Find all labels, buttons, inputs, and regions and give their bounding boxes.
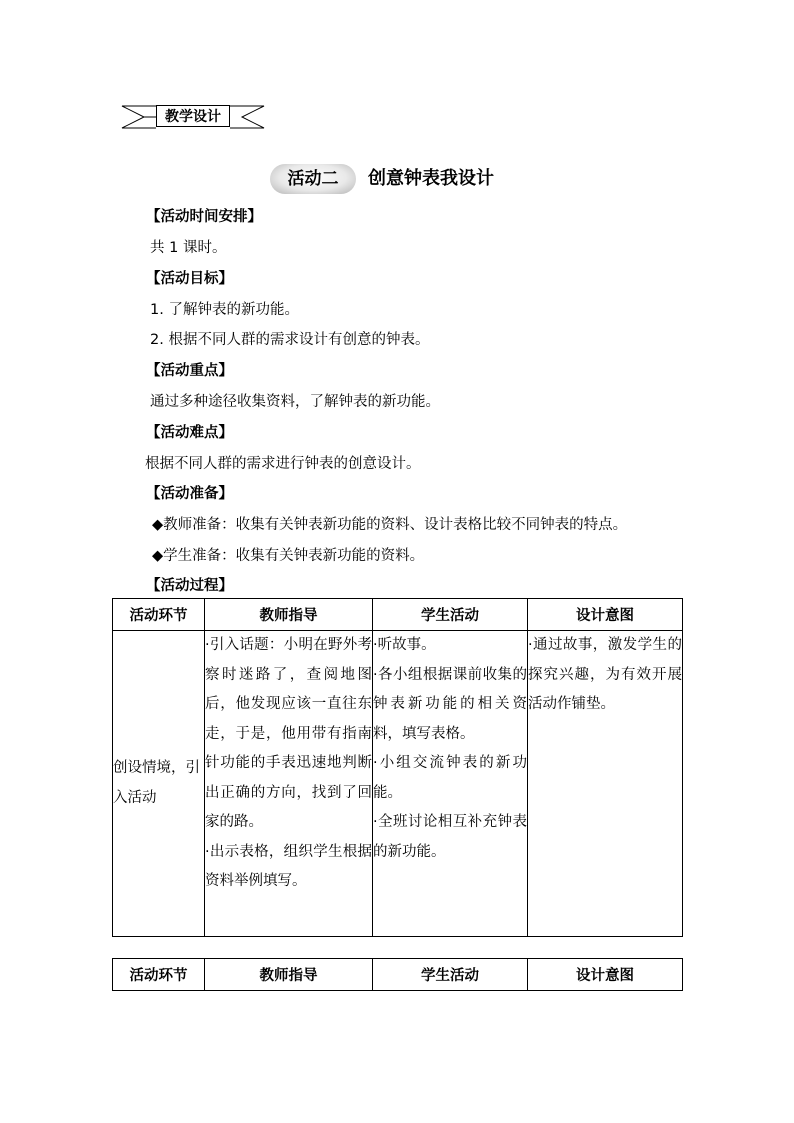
- difficulty-heading: 【活动难点】: [146, 425, 233, 441]
- key-text: 通过多种途径收集资料，了解钟表的新功能。: [150, 394, 440, 410]
- intent-item-1: ·通过故事，激发学生的探究兴趣，为有效开展活动作铺垫。: [528, 637, 682, 712]
- table-header-row: [113, 599, 683, 631]
- section-badge: [120, 104, 266, 130]
- goal-item-2: 2. 根据不同人群的需求设计有创意的钟表。: [150, 332, 430, 348]
- time-heading: 【活动时间安排】: [146, 209, 262, 225]
- time-text: 共 1 课时。: [150, 240, 227, 256]
- header-stage: 活动环节: [113, 599, 205, 631]
- activity-title-text: 创意钟表我设计: [368, 168, 494, 189]
- intent-cell: [528, 631, 683, 937]
- badge-label: 教学设计: [156, 105, 230, 127]
- header-teacher: 教师指导: [205, 959, 373, 991]
- difficulty-text: 根据不同人群的需求进行钟表的创意设计。: [145, 456, 421, 472]
- header-stage: 活动环节: [113, 959, 205, 991]
- student-item-1: ·听故事。: [373, 637, 436, 653]
- prep-student: ◆学生准备：收集有关钟表新功能的资料。: [152, 548, 425, 564]
- header-teacher: 教师指导: [205, 599, 373, 631]
- student-item-3: ·小组交流钟表的新功能。: [373, 755, 527, 801]
- process-heading: 【活动过程】: [146, 578, 233, 594]
- prep-teacher: ◆教师准备：收集有关钟表新功能的资料、设计表格比较不同钟表的特点。: [152, 517, 628, 533]
- student-cell: [373, 631, 528, 937]
- header-student: 学生活动: [373, 959, 528, 991]
- activity-title: [270, 164, 570, 194]
- header-student: 学生活动: [373, 599, 528, 631]
- teacher-item-2: ·出示表格，组织学生根据资料举例填写。: [205, 843, 372, 889]
- table-row: [113, 631, 683, 937]
- prep-heading: 【活动准备】: [146, 486, 233, 502]
- stage-cell: 创设情境，引入活动: [113, 631, 205, 937]
- process-table: [112, 598, 683, 937]
- header-intent: 设计意图: [528, 959, 683, 991]
- student-item-4: ·全班讨论相互补充钟表的新功能。: [373, 814, 527, 860]
- goal-heading: 【活动目标】: [146, 271, 233, 287]
- table-header-row: [113, 959, 683, 991]
- process-table-continued: [112, 958, 683, 991]
- key-heading: 【活动重点】: [146, 363, 233, 379]
- student-item-2: ·各小组根据课前收集的钟表新功能的相关资料，填写表格。: [373, 666, 527, 742]
- teacher-item-1: ·引入话题：小明在野外考察时迷路了，查阅地图后，他发现应该一直往东走，于是，他用带有指南针功能的手表迅速地判断出正确的方向，找到了回家的路。: [205, 637, 372, 830]
- activity-number-tag: 活动二: [270, 164, 356, 194]
- goal-item-1: 1. 了解钟表的新功能。: [150, 302, 299, 318]
- teacher-cell: [205, 631, 373, 937]
- header-intent: 设计意图: [528, 599, 683, 631]
